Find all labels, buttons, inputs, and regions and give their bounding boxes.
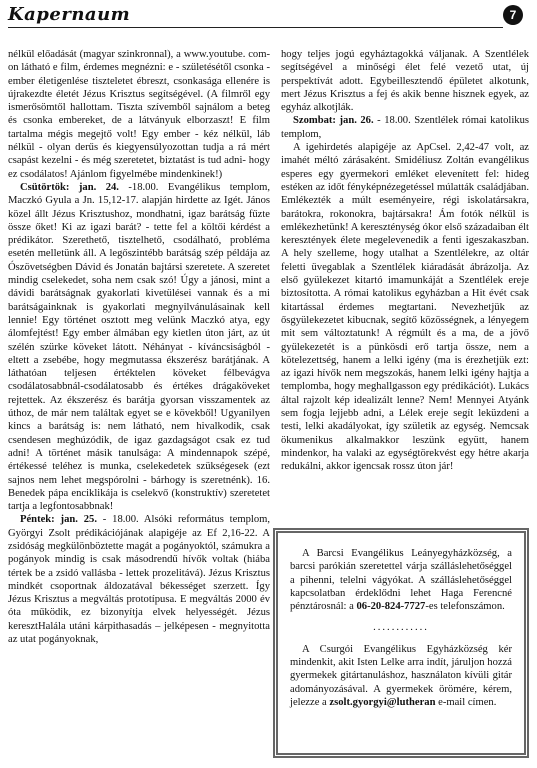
saturday-paragraph	[281, 114, 529, 141]
barcs-notice-text: A Barcsi Evangélikus Leányegyházközség, a barcsi parókián szeretettel várja szálláslehetőséggel a pihenni, telelni vágyókat. A szálláslehetőséggel kapcsolatban érdeklődni lehet Haga Ferencné pénztárosnál: a	[290, 548, 512, 613]
left-column	[8, 48, 270, 646]
intro-paragraph: nélkül előadását (magyar szinkronnal), a www.youtube. com-on látható e film, érdemes megnézni: e - születésétől csonka - ember életigenlése tiszteletet ébreszt, csonkasága ellenére is újrakezdte életét Jézus Krisztus segítségével. (A filmről egy ismerősömtől hallottam. Tiszta szívemből sajnálom a beteg és csonka embereket, de a látványuk elborzaszt! E film tartalma mégis megejtő volt! Egy ember - kéz nélkül, láb nélkül - olyan derűs és kiegyensúlyozottan tudja a rá mért csapást kezelni - és még szeretetet, biztatást is tud adni- hogy ez csodálatos! Ajánlom figyelmébe mindenkinek!)	[8, 49, 270, 180]
page-number: 7	[503, 5, 523, 25]
barcs-notice-end: -es telefonszámon.	[425, 601, 505, 613]
barcs-notice	[290, 547, 512, 613]
csurgo-notice	[290, 643, 512, 709]
continued-paragraph: hogy teljes jogú egyháztagokká váljanak. A Szentlélek segítségével a minőségi élet felé vezető utat, új perspektívát adott. Egybeillesztendő épületet alkotunk, mert Jézus Krisztus a fej és akik benne hisznek egyek, az egyház alkotjlák.	[281, 49, 529, 114]
thursday-text: -18.00. Evangélikus templom, Maczkó Gyula a Jn. 15,12-17. alapján hirdette az Igét. János közel állt Jézus Krisztushoz, mondhatni, igaz barátság fűzte össze őket! Ki az igazi barát? - tette fel a költői kérdést a prédikátor. Szerethető, tisztelhető, csodálható, probléma esetén melletünk áll. A legőszintébb barátság szép példája az Ószövetségben Dávid és Jonatán bajtársi szeretete. A szeretet mindig cselekedet, soha nem csak szó! Úgy a jánosi, mint a dávidi barátságnak gyakorlati kivetülései vannak és a mi barátságainknak is gyakorlati megnyilvánulásainak kell lennie! Egy történet osztott meg velünk Maczkó atya, egy álomfejtést! Egy ember álmában egy kietlen úton járt, az út szélén szürke köveket látott. Néhányat - kíváncsiságból - eltett a zsebébe, hogy megmutassa ékszerész barátjának. A láthatóan teljesen értéktelen köveket félbevágva csodálatosabbnál-csodálatosabb és értékes drágaköveket rejtettek. Az ékszerész és barátja gyorsan visszamentek az úthoz, de már nem találtak egyet se e kövekből! Ugyanilyen kincs a barátság is: nem látható, nem hivalkodik, csak csendesen meghúzódik, de igaz gazdagságot csak ez tud adni! A történet másik tanulsága: A mindennapok szépé, értékessé teléhez is munka, cselekedetek szükségesek (ezt sajnos nem lehet megspórolni - bárhogy is szeretnénk). 16. Benedek pápa enciklikája is cselekvő (konstruktív) szeretetet tartja a legfontosabbnak!	[8, 181, 270, 513]
header-rule	[8, 27, 503, 28]
page-header	[0, 0, 537, 34]
masthead-title: Kapernaum	[8, 4, 131, 25]
csurgo-notice-end: e-mail címen.	[435, 696, 497, 708]
saturday-text: - 18.00. Szentlélek római katolikus templom,	[281, 115, 529, 140]
right-column	[281, 48, 529, 474]
email-address: zsolt.gyorgyi@lutheran	[329, 696, 436, 708]
thursday-heading: Csütörtök: jan. 24.	[20, 181, 119, 193]
thursday-paragraph	[8, 181, 270, 513]
friday-heading: Péntek: jan. 25.	[20, 514, 97, 526]
saturday-body: A igehirdetés alapigéje az ApCsel. 2,42-47 volt, az imahét méltó zárásaként. Smidéliusz Zoltán evangélikus esperes egy gyermekori emléket elevenített fel: hideg estéken az időt fényképnézegetéssel múlatták családjában. Emlékezték a múlt eseményeire, régi iskolatársakra, barátokra, rokonokra, bajtársakra! Ám fotók nélkül is emlékezhetünk! A kereszténység ókor első századaiban élt keresztények élete megelevenedik a fenti igeszakaszban. A hely szelleme, hogy utalhat a Szentlélekre, az oltár feletti üvegablak a Szentlélek kiáradását ábrázolja. Az első gyülekezet kitartó imamunkáját a Szentlélek ereje biztosította. A római katolikus egyházban a Hit évét csak kitartással érdemes megtartani. Nevezhetjük az ősgyülekezetet kibucnak, segítő közösségnek, a lényegem mit sem változtatunk! A régmúlt és a ma, de a jövő gyülekezetét is a pünkösdi erő tartja össze, nem a kötelezettség, hanem a lelki igény (ma is érezhetjük ezt: az igazi hívők nem megszokás, hanem lelki igény hajtja a templomba, hogy meghallgasson egy prédikációt). Lukács által rajzolt kép idealizált lenne? Nem! Mennyei Atyánk sem fogja lejjebb adni, a Lélek ereje segít leküzdeni a testi, lelki akadályokat, így születik az egység. Nemcsak ökumenikus alkalmakkor leszünk együtt, hanem mindenkor, ha valaki az egységtörekvést egy hétre akarja redukálni, akkor igencsak rossz úton jár!	[281, 142, 529, 473]
separator-dots: ............	[373, 622, 429, 634]
notice-box	[273, 528, 529, 758]
friday-text: - 18.00. Alsóki református templom, Györgyi Zsolt prédikációjának alapigéje az Ef 2,16-22. A zsidóság megkülönböztette magát a pogányoktól, számukra a pogányok mindig is csak másodrendű hívők voltak (hiába tértek be a zsidó vallásba - lettek prozelitává). Jézus Krisztus mindkét csoportnak áldozatával békességet szerzett. Így Jézus Krisztus a megváltás prototípusa. E megváltás 2000 év óta működik, ez bizonyítja elvek helyességét. Jézus keresztHalála utáni kárpithasadás – jelképesen - megnyitotta az utat pogányoknak,	[8, 514, 270, 646]
csurgo-notice-text: A Csurgói Evangélikus Egyházközség kér mindenkit, akit Isten Lelke arra indít, járuljon hozzá gyermekek gitártanuláshoz, használaton kívüli gitár adományozásával. A gyermekek örömére, kérem, jelezze a	[290, 643, 512, 708]
friday-paragraph	[8, 513, 270, 646]
phone-number: 06-20-824-7727	[356, 601, 426, 613]
saturday-heading: Szombat: jan. 26.	[293, 115, 374, 127]
